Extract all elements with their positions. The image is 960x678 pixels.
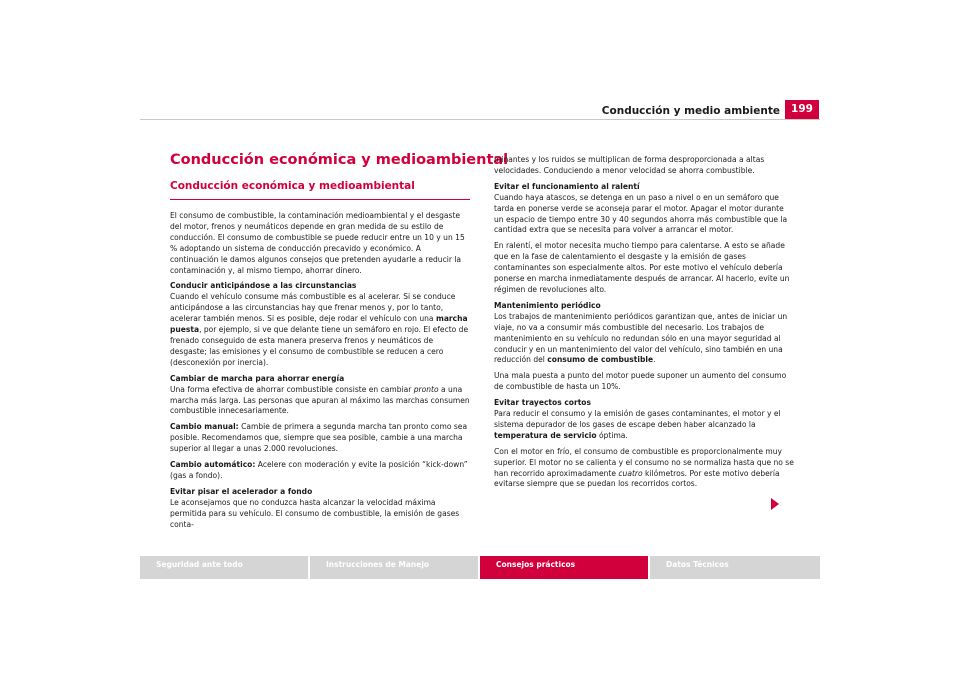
subheading-anticipate: Conducir anticipándose a las circunstancias [170, 281, 357, 291]
header-title: Conducción y medio ambiente [601, 105, 780, 117]
paragraph-gear-change: Una forma efectiva de ahorrar combustible consiste en cambiar pronto a una marcha más larga. Las personas que apuran al máximo las marchas consumen combustible innecesariamente. [170, 384, 470, 416]
footer-nav [140, 556, 820, 579]
subheading-maintenance: Mantenimiento periódico [494, 300, 601, 310]
paragraph-idling-1: Cuando haya atascos, se detenga en un paso a nivel o en un semáforo que tarda en ponerse verde se aconseja parar el motor. Apagar el motor durante un espacio de tiempo entre 30 y 40 segundos ahorra más combustible que la cantidad extra que se necesita para volver a arrancar el motor. [494, 192, 788, 235]
paragraph-full-throttle: Le aconsejamos que no conduzca hasta alcanzar la velocidad máxima permitida para su vehículo. El consumo de combustible, la emisión de gases conta- [170, 497, 460, 529]
paragraph-short-trips-2: Con el motor en frío, el consumo de combustible es proporcionalmente muy superior. El motor no se calienta y el consumo no se normaliza hasta que no se han recorrido aproximadamente cuatro kilómetros. Por este motivo debería evitarse siempre que se puedan los recorridos cortos. [494, 446, 794, 489]
paragraph-manual: Cambio manual: Cambie de primera a segunda marcha tan pronto como sea posible. Recomendamos que, siempre que sea posible, cambie a una marcha superior al llegar a unas 2.000 revoluciones. [170, 422, 468, 454]
subheading-short-trips: Evitar trayectos cortos [494, 398, 591, 408]
tab-seguridad[interactable]: Seguridad ante todo [140, 556, 308, 579]
tab-consejos[interactable]: Consejos prácticos [480, 556, 648, 579]
text-column-left [170, 211, 470, 535]
section-divider [170, 199, 470, 200]
subheading-idling: Evitar el funcionamiento al ralentí [494, 181, 640, 191]
tab-datos-tecnicos[interactable]: Datos Técnicos [650, 556, 820, 579]
continue-arrow-icon [771, 498, 779, 510]
paragraph-anticipate: Cuando el vehículo consume más combustible es al acelerar. Si se conduce anticipándose a las circunstancias hay que frenar menos y, por lo tanto, acelerar también menos. Si es posible, deje rodar el vehículo con una marcha puesta, por ejemplo, si ve que delante tiene un semáforo en rojo. El efecto de frenado conseguido de esta manera preserva frenos y neumáticos de desgaste; las emisiones y el consumo de combustible se reducen a cero (desconexión por inercia). [170, 292, 469, 367]
header-divider [140, 119, 820, 120]
section-title: Conducción económica y medioambiental [170, 180, 415, 192]
page-number-badge: 199 [785, 100, 819, 119]
tab-instrucciones[interactable]: Instrucciones de Manejo [310, 556, 478, 579]
intro-paragraph: El consumo de combustible, la contaminación medioambiental y el desgaste del motor, frenos y neumáticos depende en gran medida de su estilo de conducción. El consumo de combustible se puede reducir entre un 10 y un 15 % adoptando un sistema de conducción precavido y económico. A continuación le damos algunos consejos que pretenden ayudarle a reducir la contaminación y, al mismo tiempo, ahorrar dinero. [170, 211, 465, 275]
paragraph-tuning: Una mala puesta a punto del motor puede suponer un aumento del consumo de combustible de hasta un 10%. [494, 371, 787, 392]
text-column-right [494, 155, 794, 495]
paragraph-idling-2: En ralentí, el motor necesita mucho tiempo para calentarse. A esto se añade que en la fase de calentamiento el desgaste y la emisión de gases contaminantes son especialmente altos. Por este motivo el vehículo debería ponerse en marcha inmediatamente después de arrancar. Al hacerlo, evite un régimen de revoluciones alto. [494, 241, 790, 294]
paragraph-short-trips-1: Para reducir el consumo y la emisión de gases contaminantes, el motor y el sistema depurador de los gases de escape deben haber alcanzado la temperatura de servicio óptima. [494, 409, 781, 440]
subheading-full-throttle: Evitar pisar el acelerador a fondo [170, 486, 313, 496]
subheading-gear-change: Cambiar de marcha para ahorrar energía [170, 373, 345, 383]
page-title: Conducción económica y medioambiental [170, 152, 509, 168]
paragraph-continuation: minantes y los ruidos se multiplican de forma desproporcionada a altas velocidades. Conduciendo a menor velocidad se ahorra combustible. [494, 155, 765, 175]
paragraph-automatic: Cambio automático: Acelere con moderación y evite la posición “kick-down” (gas a fondo). [170, 460, 468, 480]
paragraph-maintenance: Los trabajos de mantenimiento periódicos garantizan que, antes de iniciar un viaje, no va a consumir más combustible del necesario. Los trabajos de mantenimiento en su vehículo no redundan sólo en una mayor seguridad al conducir y en un mantenimiento del valor del vehículo, sino también en una reducción del consumo de combustible. [494, 311, 788, 365]
